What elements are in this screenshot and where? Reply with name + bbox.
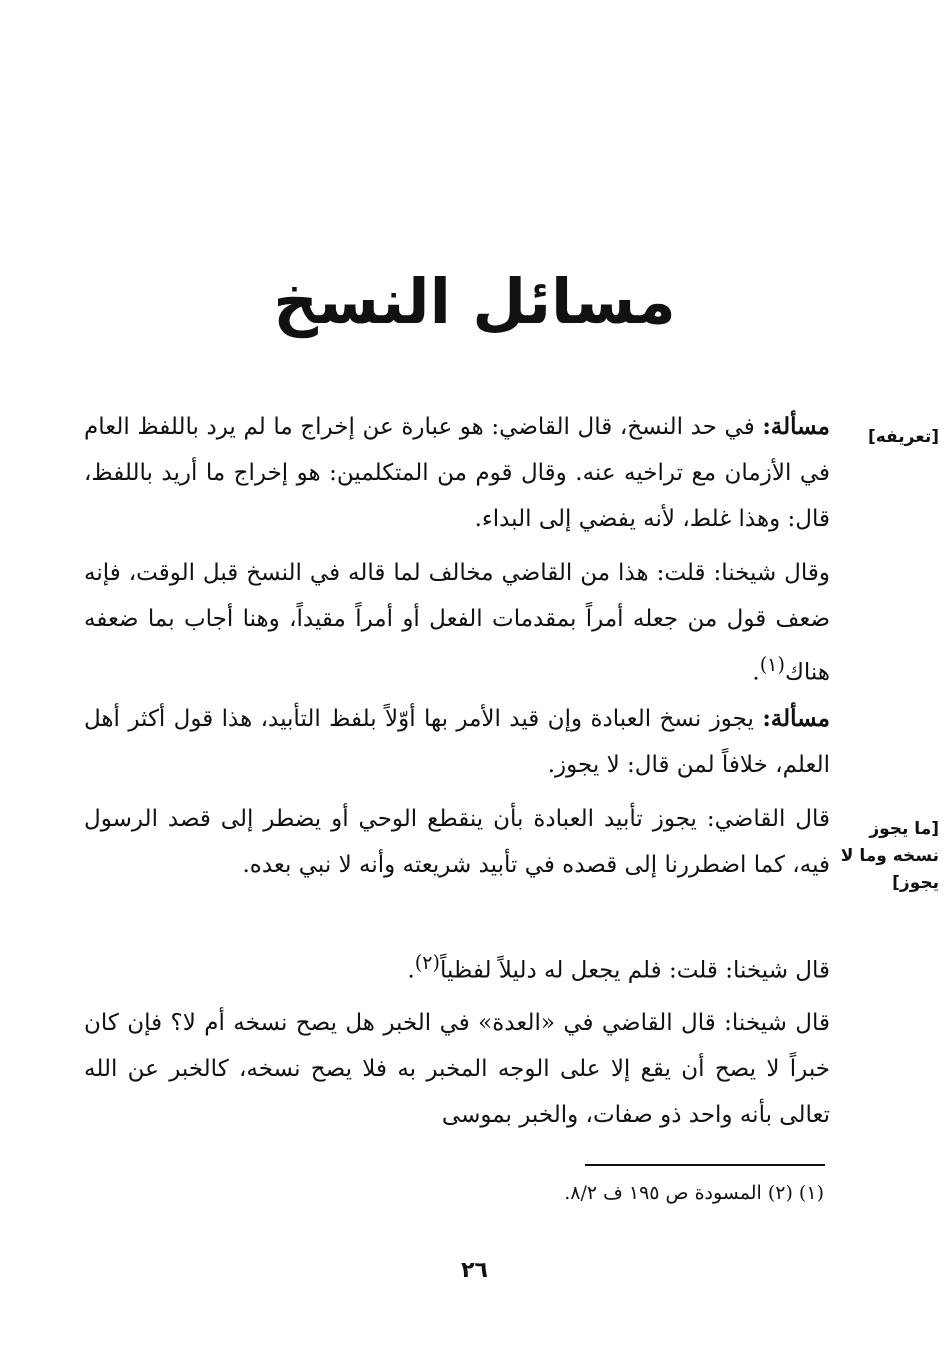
footnote-ref: (١): [759, 653, 785, 676]
paragraph-shaykh-comment-1: [84, 550, 892, 696]
paragraph-shaykh-comment-3: [84, 1000, 892, 1138]
paragraph-definition: [84, 404, 892, 542]
paragraph-end-mark: .: [752, 659, 760, 686]
paragraph-text: وقال شيخنا: قلت: هذا من القاضي مخالف لما قاله في النسخ قبل الوقت، فإنه ضعف قول من جعله أمراً بمقدمات الفعل أو أمراً مقيداً، وهنا أجاب بما ضعفه هناك: [84, 560, 830, 686]
paragraph-text: في حد النسخ، قال القاضي: هو عبارة عن إخراج ما لم يرد باللفظ العام في الأزمان مع تراخيه عنه. وقال قوم من المتكلمين: هو إخراج ما أريد باللفظ، قال: وهذا غلط، لأنه يفضي إلى البداء.: [84, 414, 830, 532]
page-number: ٢٦: [461, 1258, 488, 1283]
paragraph-end-mark: .: [407, 957, 415, 984]
paragraph-text: يجوز نسخ العبادة وإن قيد الأمر بها أوّلاً بلفظ التأبيد، هذا قول أكثر أهل العلم، خلافاً لمن قال: لا يجوز.: [84, 706, 830, 778]
margin-note-abrogation-scope: [ما يجوز نسخه وما لا يجوز]: [840, 819, 939, 893]
footnote-divider: [585, 1164, 825, 1166]
paragraph-text: قال شيخنا: قال القاضي في «العدة» في الخبر هل يصح نسخه أم لا؟ فإن كان خبراً لا يصح أن يقع إلا على الوجه المخبر به فلا يصح نسخه، كالخبر عن الله تعالى بأنه واحد ذو صفات، والخبر بموسى: [84, 1010, 830, 1128]
issue-label: مسألة:: [762, 413, 830, 440]
footnote: (١) (٢) المسودة ص ١٩٥ ف ٨/٢.: [564, 1182, 824, 1204]
paragraph-text: قال القاضي: يجوز تأبيد العبادة بأن ينقطع الوحي أو يضطر إلى قصد الرسول فيه، كما اضطررنا إلى قصده في تأبيد شريعته وأنه لا نبي بعده.: [84, 806, 830, 878]
footnote-ref: (٢): [414, 951, 441, 974]
margin-note-definition: [تعريفه]: [867, 427, 939, 447]
paragraph-issue-2: [84, 696, 892, 788]
paragraph-text: قال شيخنا: قلت: فلم يجعل له دليلاً لفظياً: [440, 957, 830, 984]
paragraph-qadi-view: [84, 796, 892, 888]
paragraph-shaykh-comment-2: [84, 940, 892, 994]
page-title: مسائل النسخ: [273, 265, 676, 338]
issue-label: مسألة:: [762, 705, 830, 732]
